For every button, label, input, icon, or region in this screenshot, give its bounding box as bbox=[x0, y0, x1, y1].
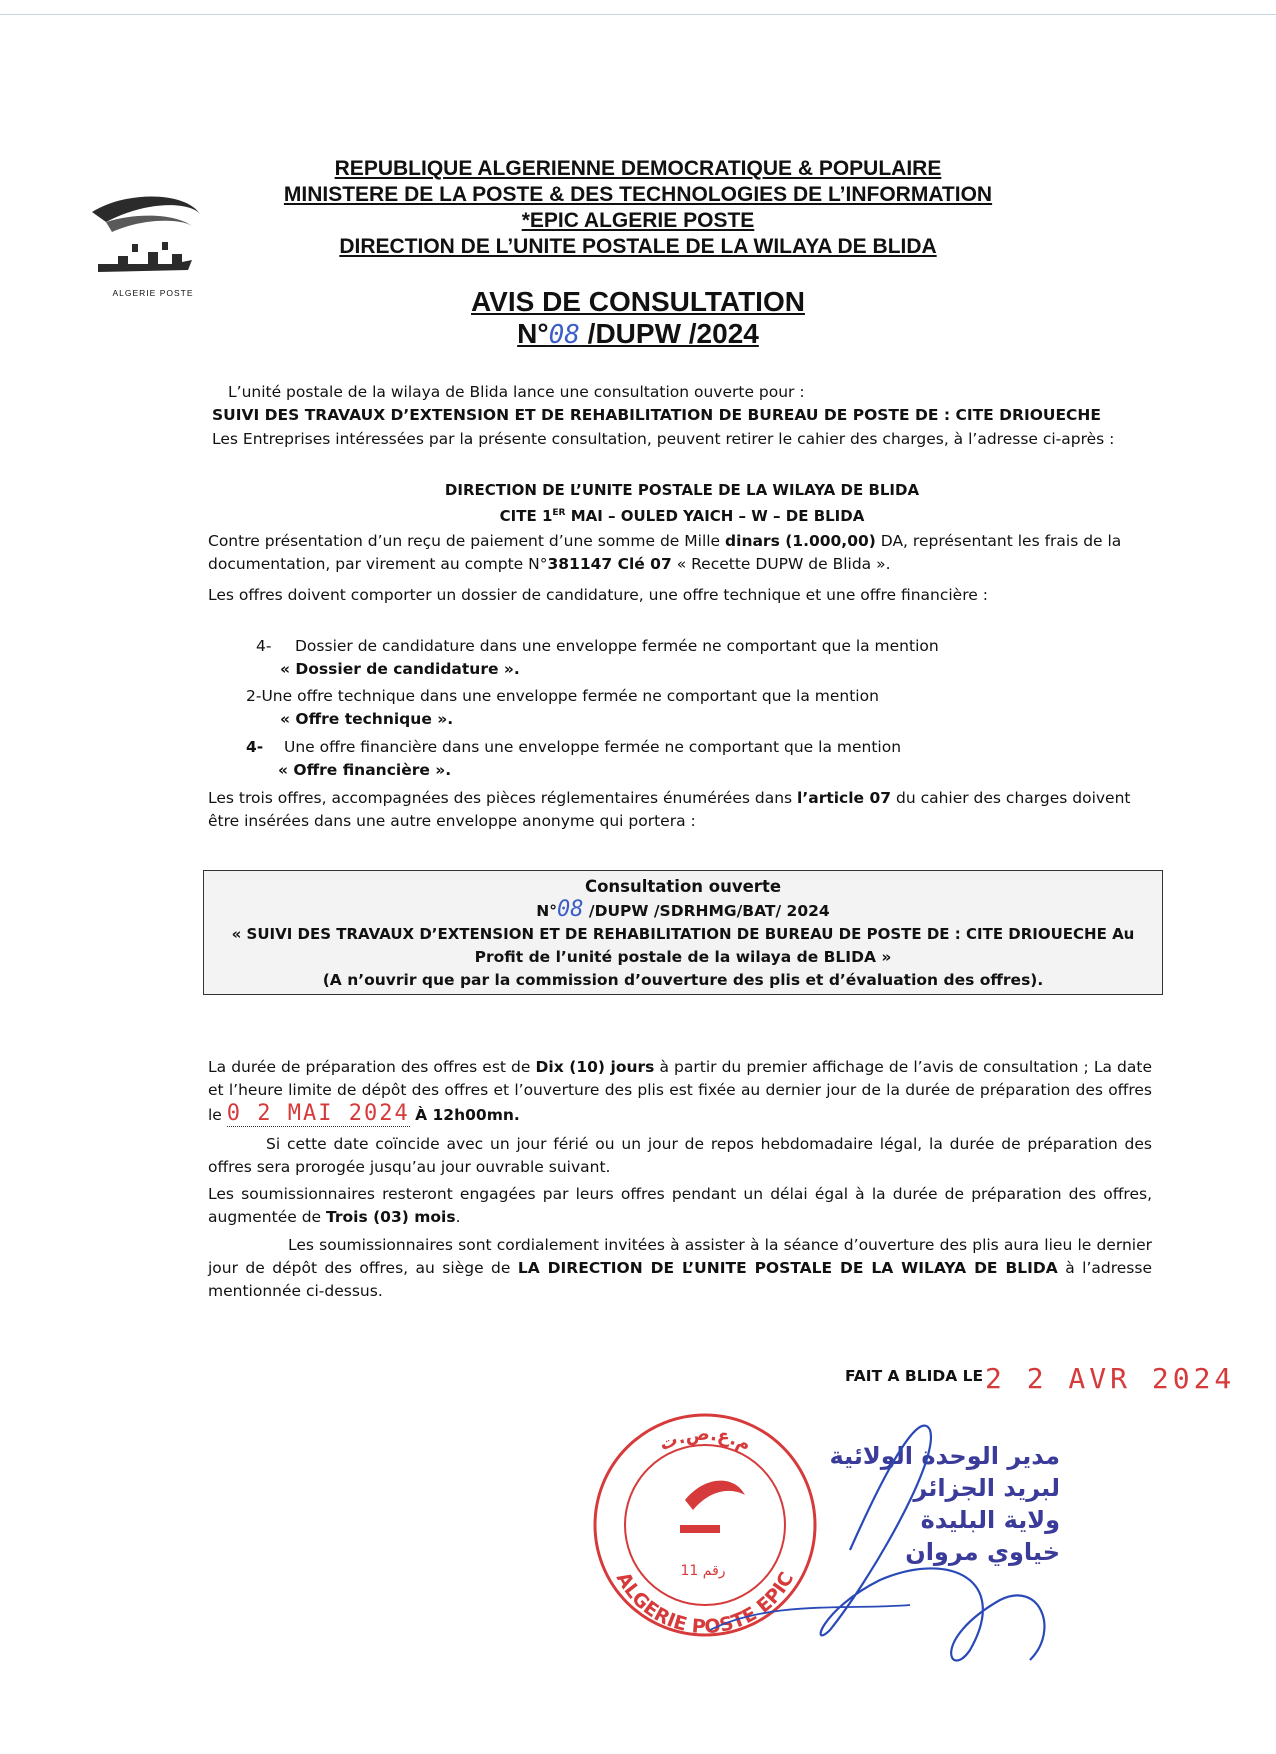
intro-paragraph-4: Les offres doivent comporter un dossier de candidature, une offre technique et une offre financière : bbox=[208, 586, 988, 604]
t1-a: La durée de préparation des offres est de bbox=[208, 1058, 536, 1076]
after-list-c: du cahier des charges doivent être insérées dans une autre enveloppe anonyme qui portera : bbox=[208, 789, 1131, 830]
list-item-3-mention: « Offre financière ». bbox=[278, 761, 452, 779]
box-number-suffix: /DUPW /SDRHMG/BAT/ 2024 bbox=[583, 902, 830, 920]
document-number bbox=[0, 318, 1276, 350]
address-sup: ER bbox=[552, 508, 566, 518]
after-list-article: l’article 07 bbox=[797, 789, 892, 807]
t1-time: À 12h00mn. bbox=[409, 1106, 520, 1124]
scan-top-edge bbox=[0, 14, 1276, 15]
terms-paragraph-4 bbox=[208, 1234, 1152, 1303]
list-item-3-number: 4- bbox=[246, 738, 264, 756]
t1-days: Dix (10) jours bbox=[535, 1058, 655, 1076]
t3-c: . bbox=[455, 1208, 461, 1226]
header-line-2: MINISTERE DE LA POSTE & DES TECHNOLOGIES DE L’INFORMATION bbox=[283, 183, 993, 206]
consultation-subject: SUIVI DES TRAVAUX D’EXTENSION ET DE REHABILITATION DE BUREAU DE POSTE DE : CITE DRIOUECHE bbox=[212, 406, 1101, 424]
fait-a-blida-label: FAIT A BLIDA LE bbox=[845, 1367, 984, 1385]
signature-date-stamp: 2 2 AVR 2024 bbox=[985, 1362, 1236, 1395]
sig-line-4: خياوي مروان bbox=[905, 1538, 1060, 1566]
number-handwritten: 08 bbox=[548, 320, 580, 350]
stamp-center-text: رقم 11 bbox=[680, 1563, 726, 1579]
address-cite: CITE 1 bbox=[499, 507, 553, 525]
box-number-handwritten: 08 bbox=[557, 897, 584, 922]
sig-line-2: لبريد الجزائر bbox=[913, 1474, 1060, 1502]
after-list-a: Les trois offres, accompagnées des pièces réglementaires énumérées dans bbox=[208, 789, 798, 807]
address-rest: MAI – OULED YAICH – W – DE BLIDA bbox=[565, 507, 865, 525]
header-line-3: *EPIC ALGERIE POSTE bbox=[521, 209, 755, 232]
p3-text-c: DA, représentant les frais de la documentation, par virement au compte N° bbox=[208, 532, 1122, 573]
list-item-2-mention: « Offre technique ». bbox=[280, 710, 454, 728]
p3-text-a: Contre présentation d’un reçu de paiement d’une somme de Mille bbox=[208, 532, 726, 550]
p3-amount: dinars (1.000,00) bbox=[725, 532, 876, 550]
address-line-1: DIRECTION DE L’UNITE POSTALE DE LA WILAYA DE BLIDA bbox=[444, 481, 920, 499]
sig-line-3: ولاية البليدة bbox=[920, 1506, 1060, 1534]
envelope-label-box bbox=[203, 870, 1163, 995]
stamp-ring-bottom-text: ALGERIE POSTE EPIC bbox=[611, 1568, 799, 1639]
handwritten-signature bbox=[650, 1400, 1070, 1690]
list-item-1-mention: « Dossier de candidature ». bbox=[280, 660, 520, 678]
address-line-2 bbox=[0, 502, 1276, 528]
logo-caption: ALGERIE POSTE bbox=[112, 288, 194, 298]
list-item-1-number: 4- bbox=[256, 637, 272, 655]
box-line-2 bbox=[204, 898, 1162, 923]
t3-months: Trois (03) mois bbox=[326, 1208, 456, 1226]
t3-a: Les soumissionnaires resteront engagées par leurs offres pendant un délai égal à la durée de préparation des offres, augmentée de bbox=[208, 1185, 1152, 1226]
p3-text-e: « Recette DUPW de Blida ». bbox=[671, 555, 891, 573]
terms-paragraph-2: Si cette date coïncide avec un jour férié ou un jour de repos hebdomadaire légal, la durée de préparation des offres sera prorogée jusqu’au jour ouvrable suivant. bbox=[208, 1135, 1152, 1176]
header-line-1: REPUBLIQUE ALGERIENNE DEMOCRATIQUE & POPULAIRE bbox=[334, 157, 942, 180]
box-line-5: (A n’ouvrir que par la commission d’ouverture des plis et d’évaluation des offres). bbox=[322, 971, 1044, 989]
sig-line-1: مدير الوحدة الولائية bbox=[829, 1442, 1060, 1470]
number-prefix: N° bbox=[517, 318, 549, 349]
t1-c: à partir du premier affichage de l’avis de consultation ; La date et l’heure limite de dépôt des offres et l’ouverture des plis est fixée au dernier jour de la durée de préparation des offres le bbox=[208, 1058, 1152, 1124]
intro-paragraph-2: Les Entreprises intéressées par la présente consultation, peuvent retirer le cahier des charges, à l’adresse ci-après : bbox=[212, 430, 1115, 448]
stamp-ring-top-text: م.ع.ص.ت bbox=[656, 1423, 755, 1456]
p3-account: 381147 Clé 07 bbox=[547, 555, 672, 573]
box-line-1: Consultation ouverte bbox=[584, 877, 782, 896]
deadline-date-stamp: 0 2 MAI 2024 bbox=[226, 1101, 410, 1126]
document-title: AVIS DE CONSULTATION bbox=[471, 286, 805, 317]
t4-a: Les soumissionnaires sont cordialement invitées à assister à la séance d’ouverture des plis aura lieu le dernier jour de dépôt des offres, au siège de bbox=[208, 1236, 1152, 1277]
box-line-3: « SUIVI DES TRAVAUX D’EXTENSION ET DE REHABILITATION DE BUREAU DE POSTE DE : CITE DRIOUECHE Au bbox=[231, 925, 1135, 943]
t4-direction: LA DIRECTION DE L’UNITE POSTALE DE LA WILAYA DE BLIDA bbox=[517, 1259, 1058, 1277]
intro-paragraph-3 bbox=[208, 530, 1158, 576]
intro-paragraph-1: L’unité postale de la wilaya de Blida lance une consultation ouverte pour : bbox=[228, 383, 805, 401]
list-item-3-text: Une offre financière dans une enveloppe fermée ne comportant que la mention bbox=[284, 738, 902, 756]
list-item-1-text: Dossier de candidature dans une enveloppe fermée ne comportant que la mention bbox=[295, 637, 939, 655]
number-suffix: /DUPW /2024 bbox=[579, 318, 759, 349]
box-number-prefix: N° bbox=[536, 902, 558, 920]
header-line-4: DIRECTION DE L’UNITE POSTALE DE LA WILAYA DE BLIDA bbox=[339, 235, 937, 258]
terms-paragraph-1 bbox=[208, 1056, 1152, 1127]
box-line-4: Profit de l’unité postale de la wilaya de BLIDA » bbox=[474, 948, 892, 966]
after-list-paragraph bbox=[208, 787, 1158, 833]
t4-c: à l’adresse mentionnée ci-dessus. bbox=[208, 1259, 1152, 1300]
list-item-2-text: 2-Une offre technique dans une enveloppe fermée ne comportant que la mention bbox=[246, 687, 879, 705]
terms-paragraph-3 bbox=[208, 1183, 1152, 1229]
